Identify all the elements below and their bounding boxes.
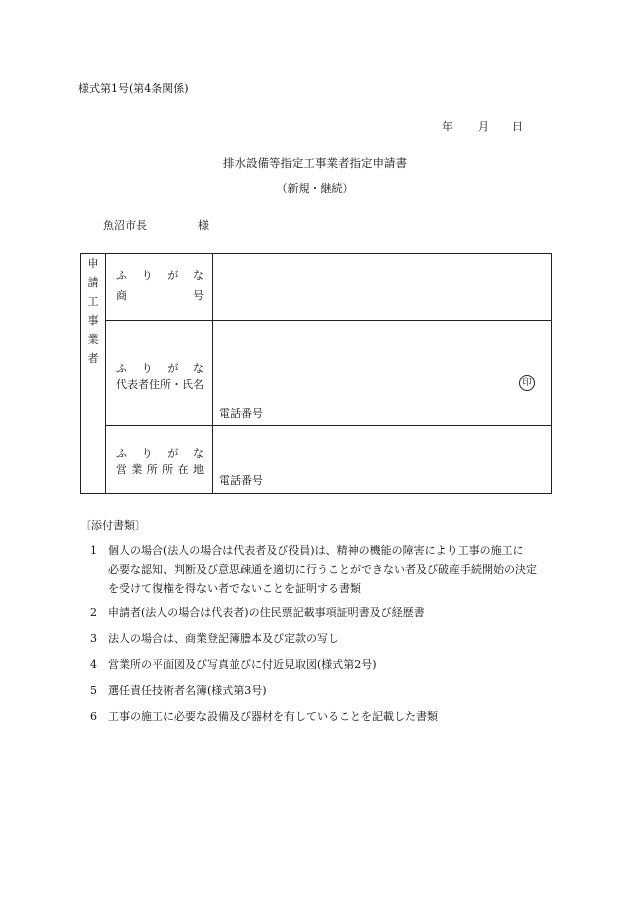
attachment-number: 2 <box>90 606 97 619</box>
furigana-char: な <box>192 362 204 375</box>
seal-mark: 印 <box>519 375 535 391</box>
side-char: 工 <box>87 295 99 308</box>
date-month-label: 月 <box>478 120 489 133</box>
document-title: 排水設備等指定工事業者指定申請書 <box>223 156 407 170</box>
furigana-char: が <box>167 269 179 282</box>
furigana-char: な <box>192 269 204 282</box>
attachment-line: 個人の場合(法人の場合は代表者及び役員)は、精神の機能の障害により工事の施工に <box>108 544 524 557</box>
attachments-heading: 〔添付書類〕 <box>80 519 146 532</box>
attachment-line: 申請者(法人の場合は代表者)の住民票記載事項証明書及び経歴書 <box>108 606 425 619</box>
furigana-char: な <box>192 447 204 460</box>
attachment-item <box>90 655 560 674</box>
label-char: 在 <box>177 463 189 476</box>
trade-name-label <box>116 287 204 303</box>
trade-name-field[interactable] <box>213 254 552 321</box>
attachment-item <box>90 707 560 726</box>
trade-name-label-cell <box>106 254 213 321</box>
attachment-line: 法人の場合は、商業登記簿謄本及び定款の写し <box>108 632 339 645</box>
furigana-char: が <box>167 447 179 460</box>
attachment-item <box>90 681 560 700</box>
attachment-number: 1 <box>90 544 97 557</box>
side-char: 者 <box>87 352 99 365</box>
attachment-item <box>90 603 560 622</box>
side-char: 業 <box>87 333 99 346</box>
addressee-honorific: 様 <box>198 219 209 232</box>
attachment-number: 5 <box>90 684 97 697</box>
office-label <box>116 461 204 477</box>
attachment-line: 選任責任技術者名簿(様式第3号) <box>108 684 267 697</box>
furigana-char: が <box>167 362 179 375</box>
label-char: 所 <box>162 463 174 476</box>
addressee <box>103 217 209 233</box>
attachment-item <box>90 629 560 648</box>
date-day-label: 日 <box>512 120 523 133</box>
attachment-line: を受けて復権を得ない者でないことを証明する書類 <box>108 582 361 595</box>
representative-furigana <box>116 360 204 376</box>
attachment-number: 3 <box>90 632 97 645</box>
attachment-line: 必要な認知、判断及び意思疎通を適切に行うことができない者及び破産手続開始の決定 <box>108 563 537 576</box>
label-char: 業 <box>131 463 143 476</box>
representative-phone-label: 電話番号 <box>219 407 263 420</box>
label-char: 所 <box>146 463 158 476</box>
addressee-name: 魚沼市長 <box>103 219 147 232</box>
date-year-label: 年 <box>442 120 453 133</box>
representative-label-cell <box>106 321 213 426</box>
form-number: 様式第1号(第4条関係) <box>78 82 189 95</box>
furigana-char: り <box>141 447 153 460</box>
document-subtitle: （新規・継続） <box>276 182 354 195</box>
label-char: 商 <box>116 289 127 302</box>
applicant-side-label <box>81 254 106 494</box>
attachment-number: 6 <box>90 710 97 723</box>
furigana-char: ふ <box>116 269 127 282</box>
office-field[interactable] <box>213 426 552 494</box>
side-char: 事 <box>87 314 99 327</box>
representative-field[interactable] <box>213 321 552 426</box>
label-char: 地 <box>192 463 204 476</box>
attachment-item <box>90 541 560 598</box>
trade-name-furigana <box>116 267 204 283</box>
label-char: 号 <box>193 289 204 302</box>
furigana-char: り <box>141 269 153 282</box>
label-char: 営 <box>116 463 127 476</box>
side-char: 請 <box>87 276 99 289</box>
office-phone-label: 電話番号 <box>219 474 263 487</box>
attachment-number: 4 <box>90 658 97 671</box>
side-char: 申 <box>87 257 99 270</box>
office-furigana <box>116 445 204 461</box>
representative-label: 代表者住所・氏名 <box>116 378 204 391</box>
furigana-char: ふ <box>116 447 127 460</box>
office-label-cell <box>106 426 213 494</box>
furigana-char: ふ <box>116 362 127 375</box>
attachment-line: 工事の施工に必要な設備及び器材を有していることを記載した書類 <box>108 710 438 723</box>
furigana-char: り <box>141 362 153 375</box>
applicant-table <box>80 253 552 494</box>
attachment-line: 営業所の平面図及び写真並びに付近見取図(様式第2号) <box>108 658 377 671</box>
